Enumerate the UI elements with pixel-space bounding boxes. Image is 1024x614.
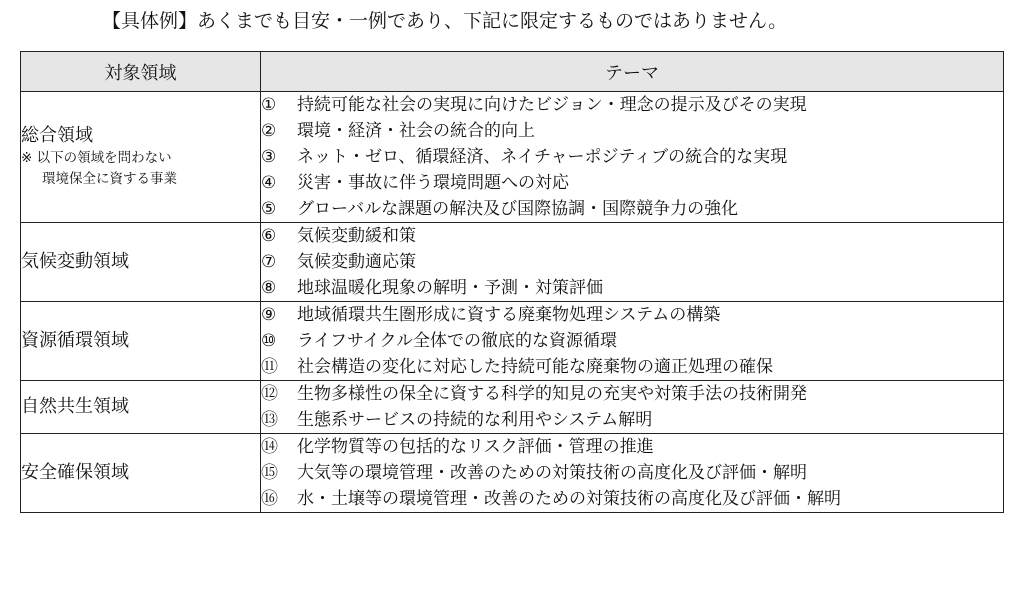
theme-number: ⑨ <box>261 305 277 325</box>
header-theme: テーマ <box>261 52 1004 92</box>
theme-text: 地球温暖化現象の解明・予測・対策評価 <box>297 278 603 298</box>
theme-item <box>261 381 1003 407</box>
theme-item <box>261 118 1003 144</box>
theme-text: 大気等の環境管理・改善のための対策技術の高度化及び評価・解明 <box>297 463 807 483</box>
header-area: 対象領域 <box>21 52 261 92</box>
theme-text: ライフサイクル全体での徹底的な資源循環 <box>297 331 617 351</box>
theme-cell <box>261 434 1004 513</box>
theme-item <box>261 434 1003 460</box>
area-name: 安全確保領域 <box>21 462 129 483</box>
theme-item <box>261 354 1003 380</box>
theme-item <box>261 144 1003 170</box>
theme-number: ⑬ <box>261 410 278 430</box>
theme-text: グローバルな課題の解決及び国際協調・国際競争力の強化 <box>297 199 739 219</box>
theme-item <box>261 302 1003 328</box>
theme-item <box>261 328 1003 354</box>
theme-item <box>261 170 1003 196</box>
area-note: ※ 以下の領域を問わない <box>21 150 172 166</box>
theme-text: 生態系サービスの持続的な利用やシステム解明 <box>297 410 653 430</box>
theme-text: 災害・事故に伴う環境問題への対応 <box>297 173 569 193</box>
theme-item <box>261 92 1003 118</box>
theme-item <box>261 196 1003 222</box>
theme-text: 社会構造の変化に対応した持続可能な廃棄物の適正処理の確保 <box>297 357 773 377</box>
area-cell <box>21 381 261 434</box>
theme-number: ⑭ <box>261 437 278 457</box>
theme-number: ⑫ <box>261 384 278 404</box>
theme-cell <box>261 92 1004 223</box>
theme-item <box>261 486 1003 512</box>
area-name: 気候変動領域 <box>21 251 129 272</box>
theme-number: ⑪ <box>261 357 278 377</box>
theme-text: ネット・ゼロ、循環経済、ネイチャーポジティブの統合的な実現 <box>297 147 788 167</box>
theme-item <box>261 460 1003 486</box>
themes-table <box>20 51 1004 513</box>
theme-item <box>261 407 1003 433</box>
table-row <box>21 92 1004 223</box>
theme-cell <box>261 223 1004 302</box>
table-row <box>21 302 1004 381</box>
theme-item <box>261 223 1003 249</box>
theme-number: ⑯ <box>261 489 278 509</box>
theme-text: 生物多様性の保全に資する科学的知見の充実や対策手法の技術開発 <box>297 384 807 404</box>
area-name: 自然共生領域 <box>21 396 129 417</box>
theme-cell <box>261 381 1004 434</box>
theme-cell <box>261 302 1004 381</box>
theme-number: ① <box>261 95 277 115</box>
theme-number: ⑦ <box>261 252 277 272</box>
theme-text: 水・土壌等の環境管理・改善のための対策技術の高度化及び評価・解明 <box>297 489 841 509</box>
area-cell <box>21 223 261 302</box>
theme-number: ⑥ <box>261 226 277 246</box>
area-cell <box>21 302 261 381</box>
area-cell <box>21 92 261 223</box>
table-row <box>21 223 1004 302</box>
table-row <box>21 434 1004 513</box>
page-caption: 【具体例】あくまでも目安・一例であり、下記に限定するものではありません。 <box>102 10 788 32</box>
area-name: 総合領域 <box>21 125 93 146</box>
table-header-row <box>21 52 1004 92</box>
theme-number: ⑧ <box>261 278 277 298</box>
theme-text: 気候変動緩和策 <box>297 226 416 246</box>
theme-text: 地域循環共生圏形成に資する廃棄物処理システムの構築 <box>297 305 721 325</box>
area-cell <box>21 434 261 513</box>
theme-text: 化学物質等の包括的なリスク評価・管理の推進 <box>297 437 654 457</box>
theme-text: 環境・経済・社会の統合的向上 <box>297 121 535 141</box>
theme-number: ⑩ <box>261 331 277 351</box>
theme-item <box>261 275 1003 301</box>
area-name: 資源循環領域 <box>21 330 129 351</box>
area-note: 環境保全に資する事業 <box>42 171 177 187</box>
theme-number: ② <box>261 121 277 141</box>
theme-item <box>261 249 1003 275</box>
theme-number: ④ <box>261 173 277 193</box>
table-row <box>21 381 1004 434</box>
theme-text: 持続可能な社会の実現に向けたビジョン・理念の提示及びその実現 <box>297 95 807 115</box>
theme-number: ⑤ <box>261 199 277 219</box>
theme-number: ③ <box>261 147 277 167</box>
theme-text: 気候変動適応策 <box>297 252 416 272</box>
theme-number: ⑮ <box>261 463 278 483</box>
